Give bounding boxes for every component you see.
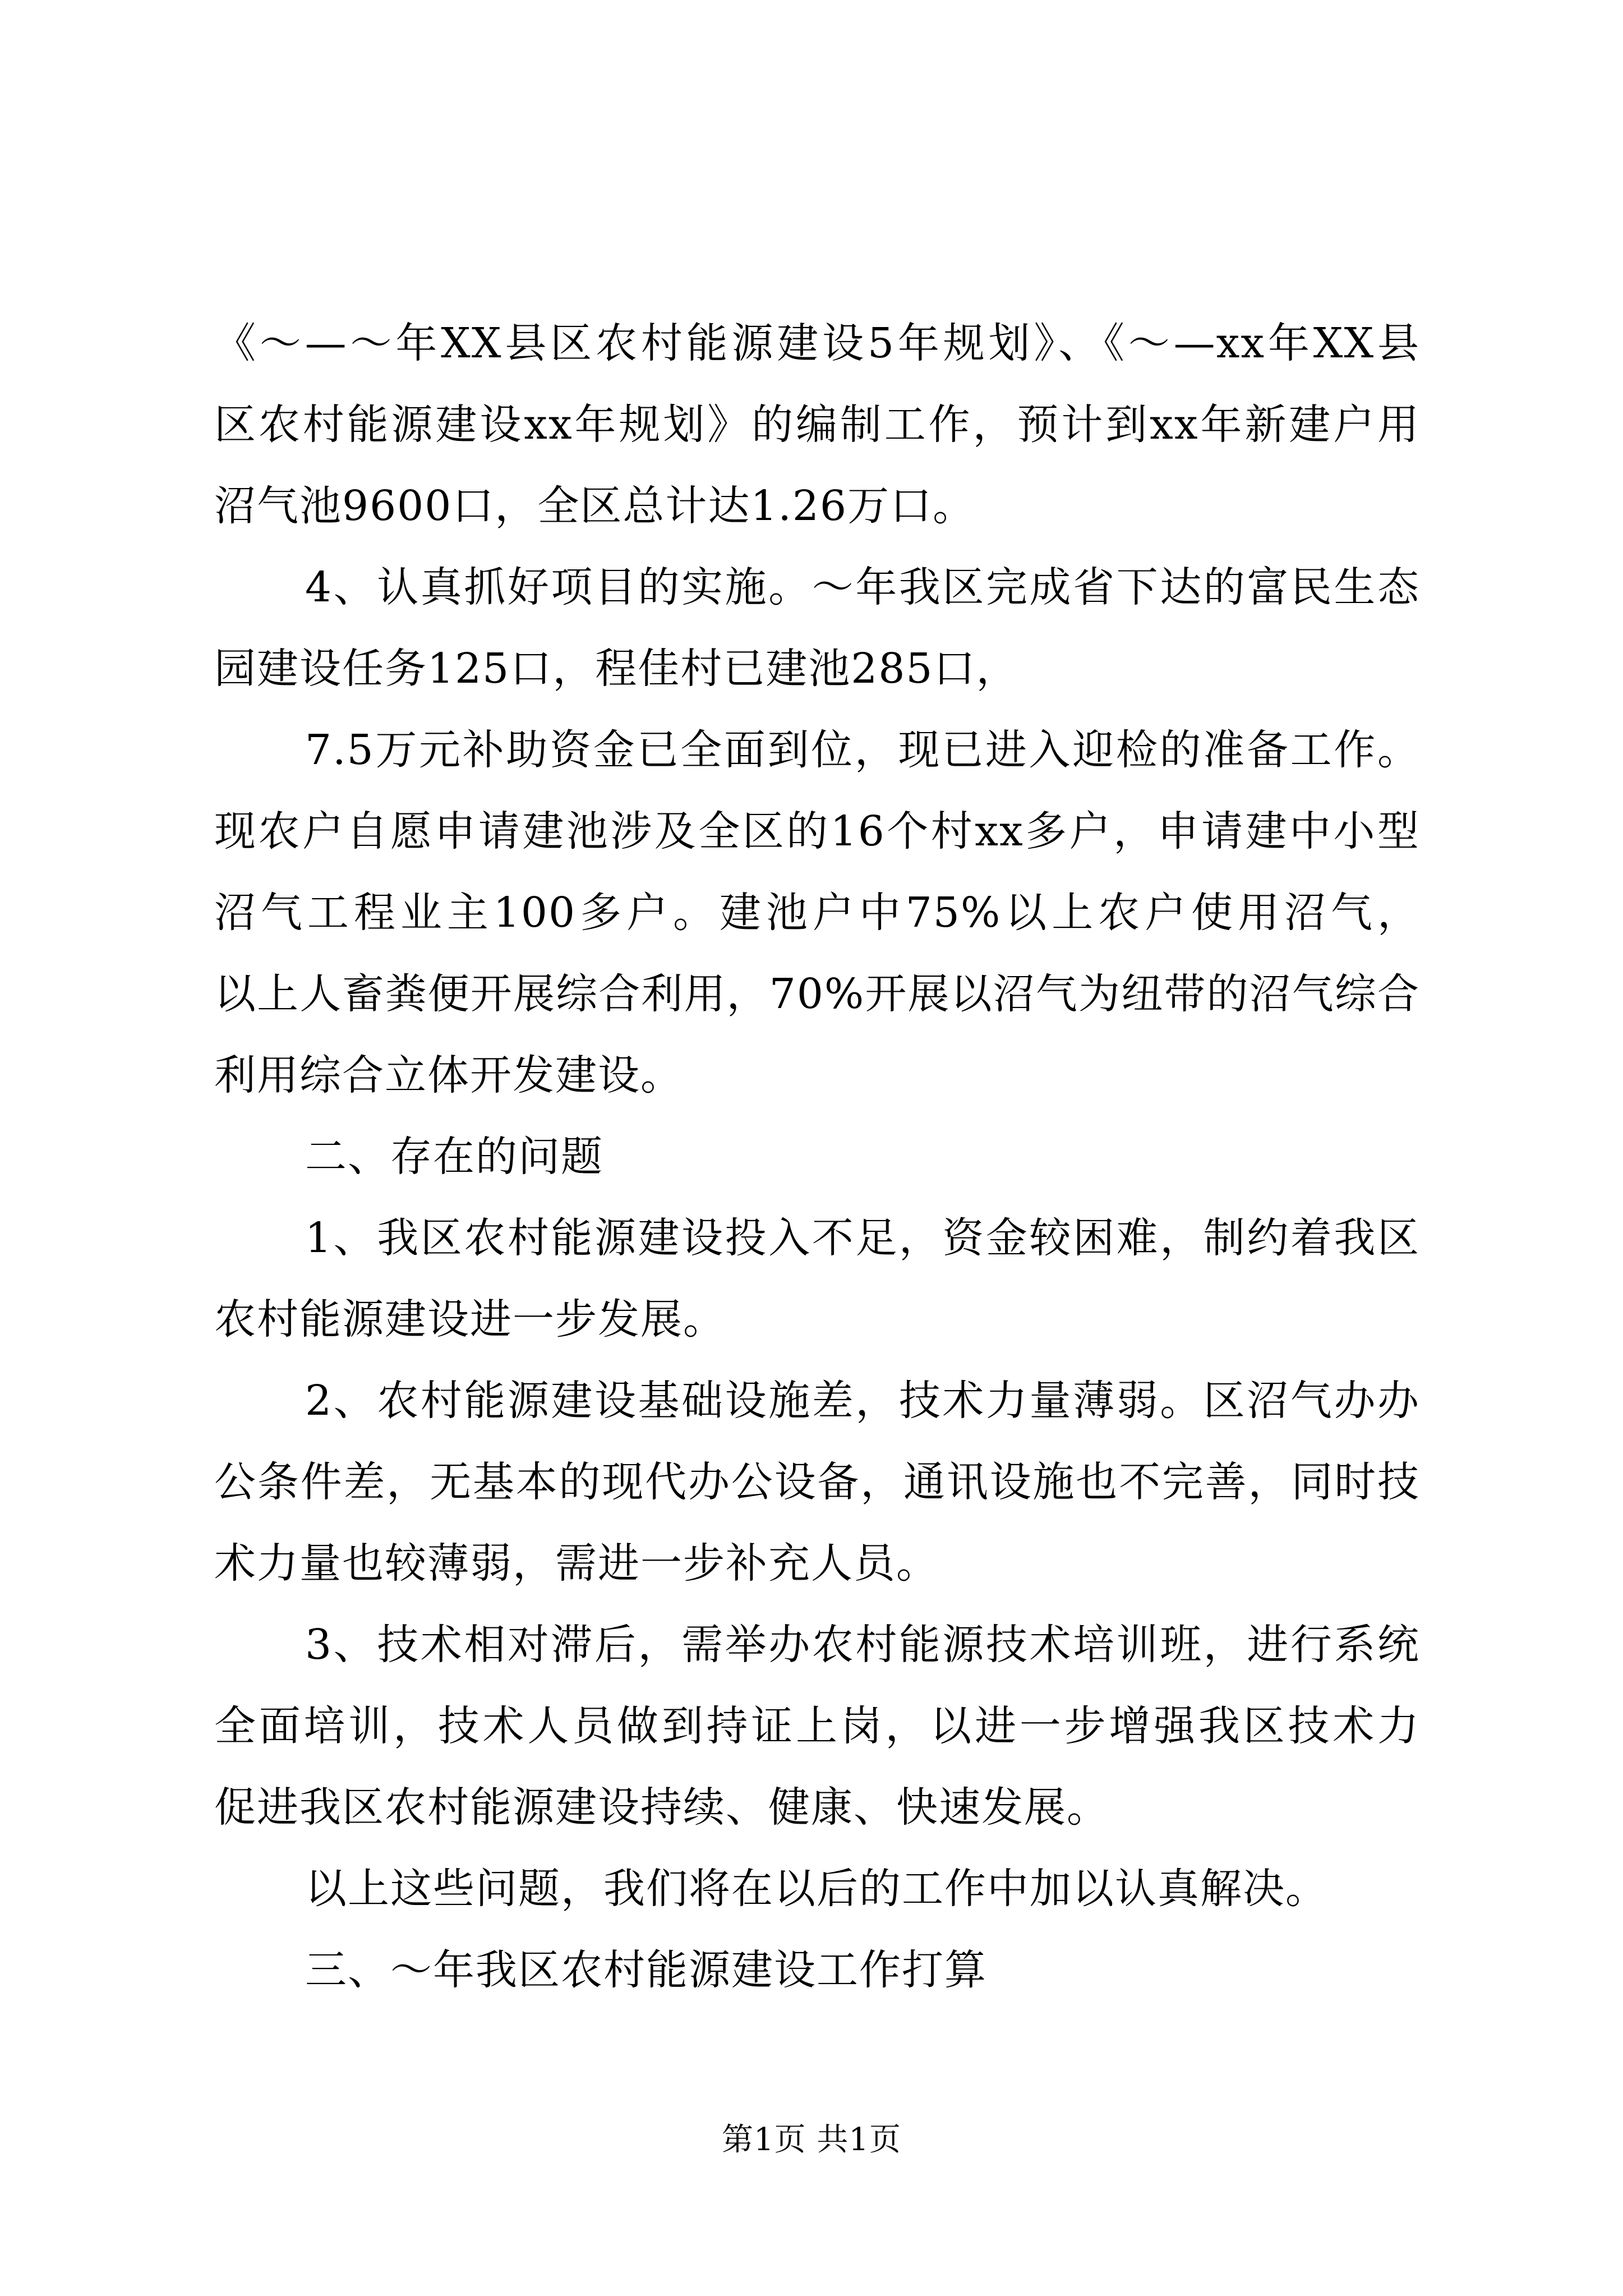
text-line: 促进我区农村能源建设持续、健康、快速发展。 — [214, 1783, 1109, 1832]
text-line: 以上这些问题，我们将在以后的工作中加以认真解决。 — [305, 1865, 1328, 1913]
text-line: 区农村能源建设xx年规划》的编制工作，预计到xx年新建户用 — [214, 401, 1420, 449]
text-line: 利用综合立体开发建设。 — [214, 1051, 683, 1099]
text-line: 7.5万元补助资金已全面到位，现已进入迎检的准备工作。 — [305, 726, 1420, 774]
text-line: 《～—～年XX县区农村能源建设5年规划》、《～—xx年XX县 — [214, 319, 1420, 367]
document-body — [214, 303, 1420, 2011]
text-line: 园建设任务125口，程佳村已建池285口， — [214, 645, 1019, 693]
page-footer: 第1页 共1页 — [721, 2122, 902, 2158]
text-line: 现农户自愿申请建池涉及全区的16个村xx多户，申请建中小型 — [214, 807, 1420, 855]
text-line: 4、认真抓好项目的实施。～年我区完成省下达的富民生态 — [305, 563, 1420, 611]
text-line: 1、我区农村能源建设投入不足，资金较困难，制约着我区 — [305, 1214, 1420, 1262]
section-heading: 二、存在的问题 — [305, 1133, 603, 1181]
text-line: 公条件差，无基本的现代办公设备，通讯设施也不完善，同时技 — [214, 1458, 1420, 1506]
text-line: 农村能源建设进一步发展。 — [214, 1295, 726, 1343]
text-line: 沼气池9600口，全区总计达1.26万口。 — [214, 482, 976, 530]
text-line: 以上人畜粪便开展综合利用，70%开展以沼气为纽带的沼气综合 — [214, 970, 1420, 1018]
text-line: 沼气工程业主100多户。建池户中75%以上农户使用沼气， — [214, 889, 1420, 937]
section-heading: 三、～年我区农村能源建设工作打算 — [305, 1946, 987, 1994]
text-line: 2、农村能源建设基础设施差，技术力量薄弱。区沼气办办 — [305, 1377, 1420, 1425]
text-line: 3、技术相对滞后，需举办农村能源技术培训班，进行系统 — [305, 1621, 1420, 1669]
text-line: 全面培训，技术人员做到持证上岗，以进一步增强我区技术力 — [214, 1702, 1420, 1750]
text-line: 术力量也较薄弱，需进一步补充人员。 — [214, 1539, 939, 1588]
